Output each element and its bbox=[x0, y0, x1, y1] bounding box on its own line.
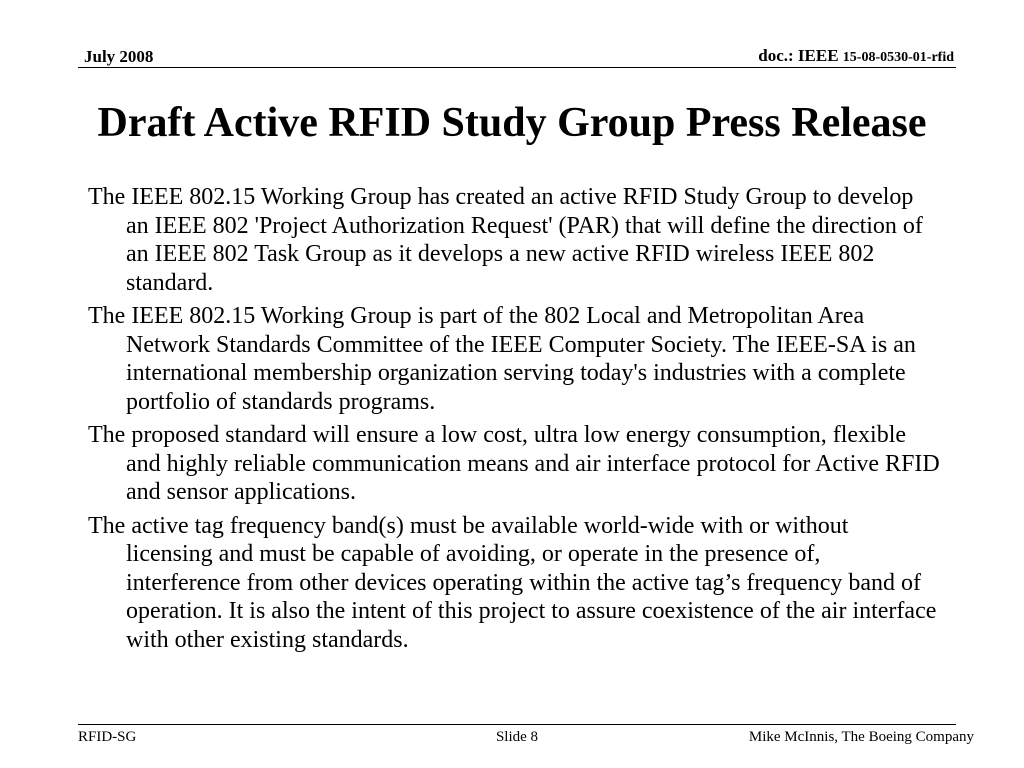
footer-author: Mike McInnis, The Boeing Company bbox=[748, 729, 974, 745]
body-paragraph: The proposed standard will ensure a low cost, ultra low energy consumption, flexible and highly reliable communication means and air interface protocol for Active RFID and sensor applications. bbox=[88, 422, 940, 505]
slide-title: Draft Active RFID Study Group Press Release bbox=[97, 100, 927, 146]
document-id-number: 15-08-0530-01-rfid bbox=[842, 50, 954, 65]
slide-number: Slide 8 bbox=[495, 729, 539, 745]
body-paragraph: The active tag frequency band(s) must be available world-wide with or without licensing and must be capable of avoiding, or operate in the presence of, interference from other devices operating within the active tag’s frequency band of operation. It is also the intent of this project to assure coexistence of the air interface with other existing standards. bbox=[88, 512, 937, 653]
body-paragraph: The IEEE 802.15 Working Group has created an active RFID Study Group to develop an IEEE 802 'Project Authorization Request' (PAR) that will define the direction of an IEEE 802 Task Group as it develops a new active RFID wireless IEEE 802 standard. bbox=[88, 184, 923, 296]
header-date: July 2008 bbox=[84, 47, 154, 66]
footer-divider bbox=[78, 724, 956, 725]
header-divider bbox=[78, 67, 956, 68]
footer-group-name: RFID-SG bbox=[78, 729, 137, 745]
header-document-id bbox=[758, 46, 954, 68]
body-paragraph: The IEEE 802.15 Working Group is part of the 802 Local and Metropolitan Area Network Standards Committee of the IEEE Computer Society. The IEEE-SA is an international membership organization serving today's industries with a complete portfolio of standards programs. bbox=[88, 303, 916, 415]
document-id-prefix: doc.: IEEE bbox=[758, 46, 843, 65]
slide-body bbox=[88, 183, 940, 659]
